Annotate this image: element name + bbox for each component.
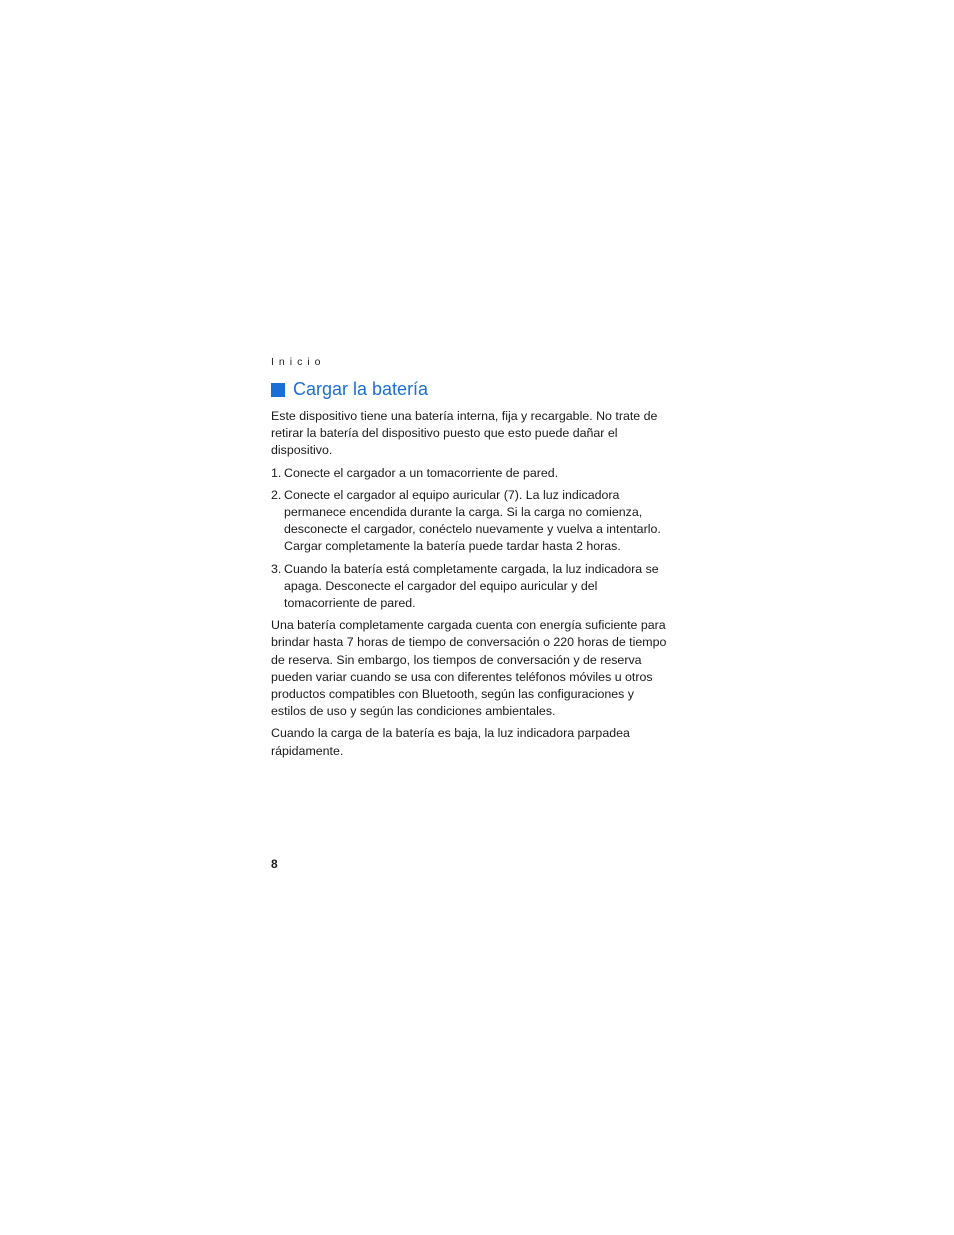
step-number: 2. (271, 487, 282, 502)
step-text: Conecte el cargador a un tomacorriente de pared. (284, 465, 559, 480)
section-title: Cargar la batería (293, 379, 429, 399)
page-number: 8 (271, 857, 278, 871)
step-number: 3. (271, 561, 282, 576)
section-heading (271, 379, 428, 400)
capacity-paragraph: Una batería completamente cargada cuenta con energía suficiente para brindar hasta 7 horas de tiempo de conversación o 220 horas de tiempo de reserva. Sin embargo, los tiempos de conversación y de reserva pueden variar cuando se usa con diferentes teléfonos móviles u otros productos compatibles con Bluetooth, según las configuraciones y estilos de uso y según las condiciones ambientales. (271, 618, 667, 719)
steps-list (271, 465, 671, 613)
document-page (271, 0, 671, 1235)
step-number: 1. (271, 465, 282, 480)
low-battery-paragraph: Cuando la carga de la batería es baja, la luz indicadora parpadea rápidamente. (271, 726, 630, 758)
step-text: Conecte el cargador al equipo auricular (7). La luz indicadora permanece encendida durante la carga. Si la carga no comienza, desconecte el cargador, conéctelo nuevamente y vuelva a intentarlo. Cargar completamente la batería puede tardar hasta 2 horas. (284, 487, 661, 554)
list-item (271, 487, 671, 556)
section-body (271, 408, 671, 765)
intro-paragraph: Este dispositivo tiene una batería interna, fija y recargable. No trate de retirar la batería del dispositivo puesto que esto puede dañar el dispositivo. (271, 409, 658, 458)
list-item (271, 465, 671, 482)
list-item (271, 561, 671, 613)
step-text: Cuando la batería está completamente cargada, la luz indicadora se apaga. Desconecte el cargador del equipo auricular y del tomacorriente de pared. (284, 561, 659, 611)
square-bullet-icon (271, 383, 285, 397)
running-head: Inicio (271, 356, 326, 368)
